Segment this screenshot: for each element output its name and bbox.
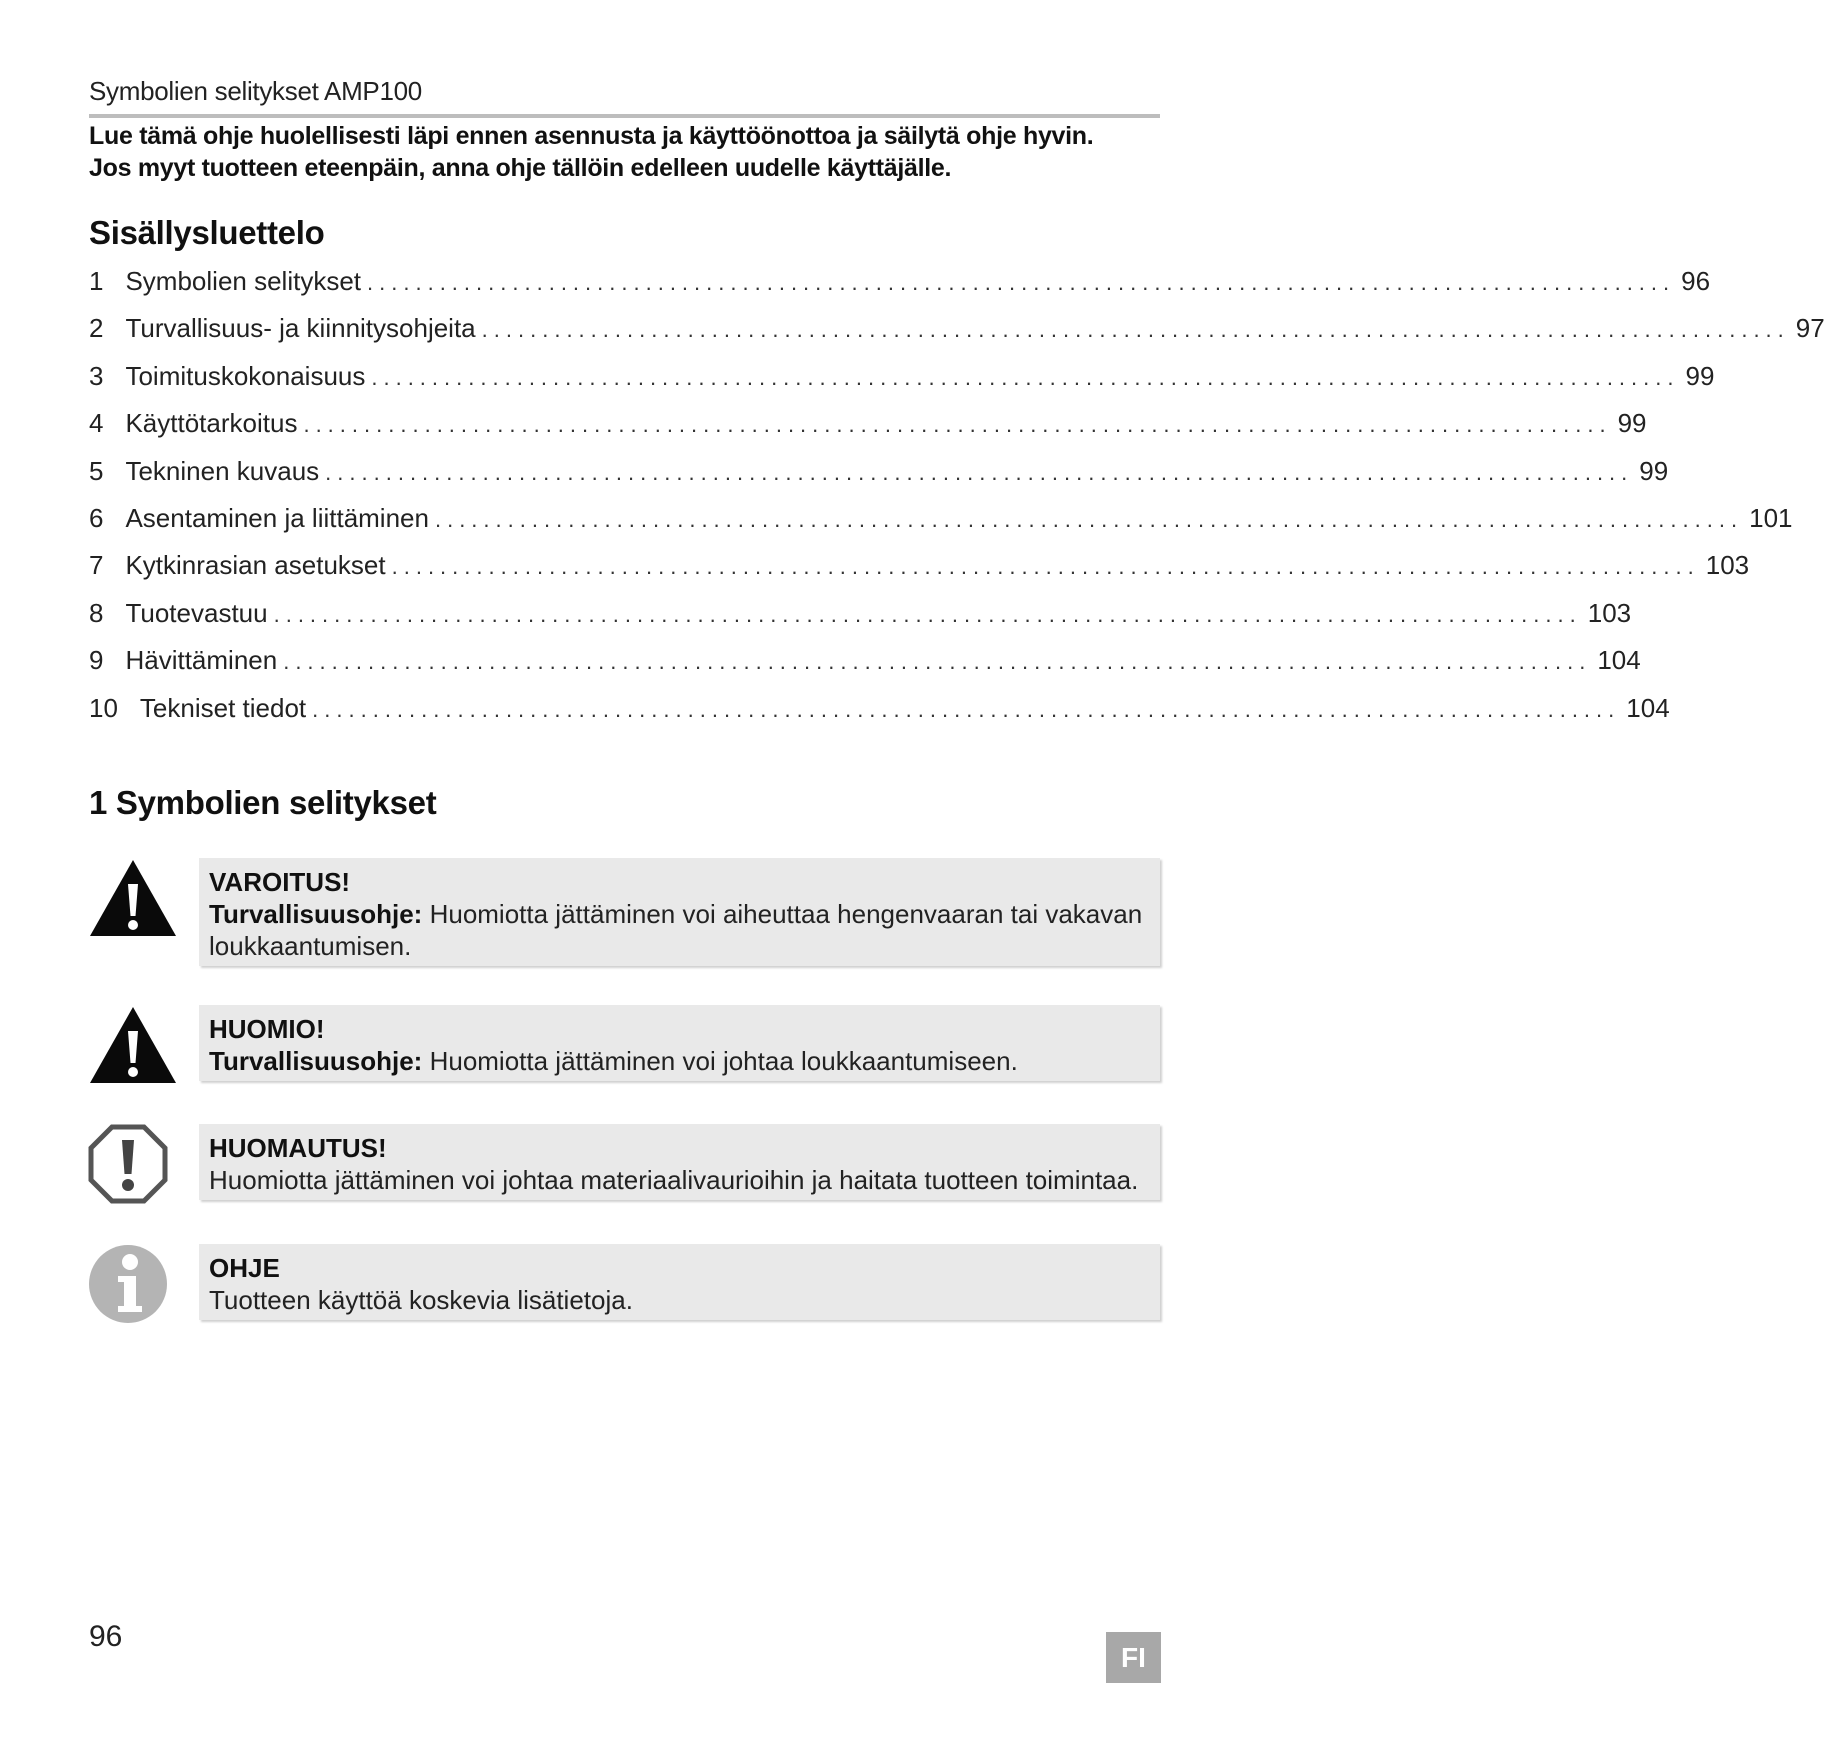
toc-title: Tuotevastuu bbox=[125, 597, 268, 628]
toc-number: 4 bbox=[89, 408, 104, 439]
toc-page: 99 bbox=[1617, 408, 1647, 439]
toc-entry[interactable] bbox=[89, 360, 1715, 408]
symbol-text: Huomiotta jättäminen voi aiheuttaa hengenvaaran tai vakavan loukkaantumisen. bbox=[209, 899, 1143, 961]
toc-number: 1 bbox=[89, 266, 104, 296]
symbol-prefix: Turvallisuusohje: bbox=[209, 1046, 423, 1076]
caution-triangle-icon bbox=[88, 1005, 178, 1085]
toc-entry[interactable] bbox=[89, 266, 1711, 313]
toc-title: Käyttötarkoitus bbox=[125, 408, 298, 439]
toc-page: 96 bbox=[1681, 266, 1711, 296]
symbol-label: HUOMAUTUS! bbox=[209, 1133, 387, 1163]
info-circle-icon bbox=[88, 1244, 168, 1324]
toc-page: 104 bbox=[1597, 645, 1641, 676]
toc-leader: ............................................................................................................ bbox=[434, 506, 1744, 532]
toc-page: 103 bbox=[1587, 597, 1632, 628]
intro-line: Lue tämä ohje huolellisesti läpi ennen asennusta ja käyttöönottoa ja säilytä ohje hyvin. bbox=[89, 122, 1094, 150]
language-badge: FI bbox=[1106, 1632, 1161, 1683]
toc-leader: ............................................................................................................ bbox=[325, 459, 1634, 485]
toc-page: 104 bbox=[1626, 692, 1670, 723]
toc-leader: ............................................................................................................ bbox=[312, 696, 1621, 722]
toc-leader: ............................................................................................................ bbox=[391, 554, 1700, 580]
toc-page: 101 bbox=[1749, 502, 1793, 533]
symbol-description bbox=[209, 899, 1142, 961]
toc-page: 97 bbox=[1795, 313, 1825, 344]
symbol-label: HUOMIO! bbox=[209, 1014, 325, 1044]
symbol-description bbox=[209, 1046, 1018, 1076]
toc-title: Asentaminen ja liittäminen bbox=[125, 502, 429, 533]
toc-number: 5 bbox=[89, 455, 104, 486]
symbol-text: Tuotteen käyttöä koskevia lisätietoja. bbox=[209, 1285, 633, 1315]
toc-title: Toimituskokonaisuus bbox=[125, 360, 366, 391]
toc-leader: ............................................................................................................ bbox=[273, 601, 1582, 627]
symbol-box-info bbox=[199, 1244, 1160, 1320]
toc-entry[interactable] bbox=[89, 455, 1669, 503]
toc-title: Tekniset tiedot bbox=[139, 692, 307, 723]
toc-title: Symbolien selitykset bbox=[125, 266, 362, 296]
toc-page: 99 bbox=[1639, 455, 1669, 486]
toc-leader: ............................................................................................................ bbox=[303, 412, 1612, 438]
symbol-text: Huomiotta jättäminen voi johtaa loukkaantumiseen. bbox=[429, 1046, 1018, 1076]
intro-line: Jos myyt tuotteen eteenpäin, anna ohje tällöin edelleen uudelle käyttäjälle. bbox=[89, 154, 952, 182]
section-heading: 1 Symbolien selitykset bbox=[89, 784, 437, 821]
symbol-text: Huomiotta jättäminen voi johtaa materiaalivaurioihin ja haitata tuotteen toimintaa. bbox=[209, 1165, 1139, 1195]
toc-entry[interactable] bbox=[89, 597, 1632, 645]
toc-entry[interactable] bbox=[89, 692, 1670, 740]
symbol-box-notice bbox=[199, 1124, 1160, 1200]
toc-number: 3 bbox=[89, 360, 104, 391]
table-of-contents bbox=[89, 266, 1825, 740]
toc-entry[interactable] bbox=[89, 313, 1825, 360]
toc-number: 8 bbox=[89, 597, 104, 628]
toc-leader: ............................................................................................................ bbox=[283, 649, 1592, 675]
toc-page: 99 bbox=[1685, 360, 1715, 391]
toc-heading: Sisällysluettelo bbox=[89, 214, 325, 251]
toc-number: 10 bbox=[89, 692, 118, 723]
toc-title: Tekninen kuvaus bbox=[125, 455, 320, 486]
toc-entry[interactable] bbox=[89, 408, 1647, 455]
toc-entry[interactable] bbox=[89, 550, 1750, 597]
running-title: Symbolien selitykset AMP100 bbox=[89, 76, 422, 106]
toc-entry[interactable] bbox=[89, 645, 1641, 692]
toc-leader: ............................................................................................................ bbox=[367, 270, 1676, 295]
toc-title: Hävittäminen bbox=[125, 645, 278, 676]
header-divider bbox=[89, 114, 1160, 118]
toc-number: 2 bbox=[89, 313, 104, 344]
toc-entry[interactable] bbox=[89, 502, 1793, 550]
symbol-label: OHJE bbox=[209, 1253, 280, 1283]
toc-title: Kytkinrasian asetukset bbox=[125, 550, 386, 581]
toc-leader: ............................................................................................................ bbox=[481, 317, 1790, 343]
symbol-box-caution bbox=[199, 1005, 1160, 1081]
toc-number: 7 bbox=[89, 550, 104, 581]
toc-number: 9 bbox=[89, 645, 104, 676]
intro-text bbox=[89, 120, 1169, 184]
toc-leader: ............................................................................................................ bbox=[371, 364, 1680, 390]
toc-title: Turvallisuus- ja kiinnitysohjeita bbox=[125, 313, 476, 344]
page-number: 96 bbox=[89, 1620, 123, 1653]
notice-octagon-icon bbox=[88, 1124, 168, 1204]
toc-number: 6 bbox=[89, 502, 104, 533]
toc-page: 103 bbox=[1705, 550, 1750, 581]
symbol-prefix: Turvallisuusohje: bbox=[209, 899, 423, 929]
symbol-box-warning bbox=[199, 858, 1160, 966]
warning-triangle-icon bbox=[88, 858, 178, 938]
symbol-label: VAROITUS! bbox=[209, 867, 351, 897]
